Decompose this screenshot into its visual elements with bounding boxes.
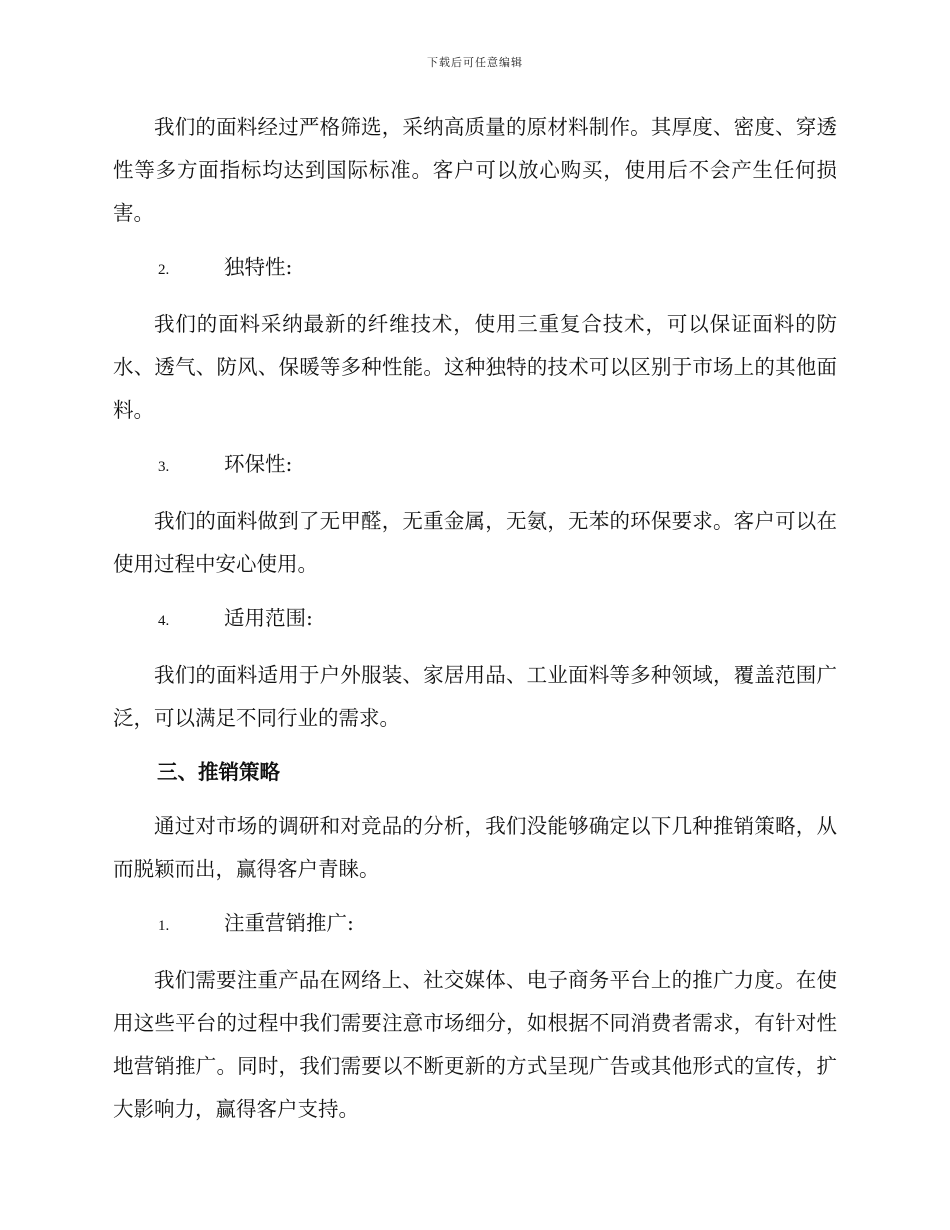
list-item-uniqueness [113, 246, 837, 292]
list-label: 独特性: [224, 255, 293, 279]
list-number: 1. [158, 918, 170, 934]
list-label: 环保性: [224, 452, 293, 476]
paragraph-strategy-intro: 通过对市场的调研和对竞品的分析，我们没能够确定以下几种推销策略，从而脱颖而出，赢得客户青睐。 [113, 814, 837, 881]
section-heading-strategy: 三、推销策略 [157, 760, 280, 784]
paragraph-scope: 我们的面料适用于户外服装、家居用品、工业面料等多种领域，覆盖范围广泛，可以满足不同行业的需求。 [113, 663, 837, 730]
list-number: 2. [158, 262, 170, 278]
list-item-marketing [113, 902, 837, 948]
list-label: 适用范围: [224, 606, 313, 630]
list-number: 3. [158, 459, 170, 475]
page-header: 下载后可任意编辑 [427, 56, 523, 69]
list-item-eco [113, 443, 837, 489]
list-item-scope [113, 597, 837, 643]
paragraph-marketing: 我们需要注重产品在网络上、社交媒体、电子商务平台上的推广力度。在使用这些平台的过程中我们需要注意市场细分，如根据不同消费者需求，有针对性地营销推广。同时，我们需要以不断更新的方式呈现广告或其他形式的宣传，扩大影响力，赢得客户支持。 [113, 968, 837, 1121]
paragraph-uniqueness: 我们的面料采纳最新的纤维技术，使用三重复合技术，可以保证面料的防水、透气、防风、保暖等多种性能。这种独特的技术可以区别于市场上的其他面料。 [113, 312, 837, 422]
list-number: 4. [158, 613, 170, 629]
paragraph-quality: 我们的面料经过严格筛选，采纳高质量的原材料制作。其厚度、密度、穿透性等多方面指标均达到国际标准。客户可以放心购买，使用后不会产生任何损害。 [113, 115, 837, 225]
paragraph-eco: 我们的面料做到了无甲醛，无重金属，无氨，无苯的环保要求。客户可以在使用过程中安心使用。 [113, 509, 837, 576]
list-label: 注重营销推广: [224, 911, 354, 935]
document-body [113, 106, 837, 1142]
